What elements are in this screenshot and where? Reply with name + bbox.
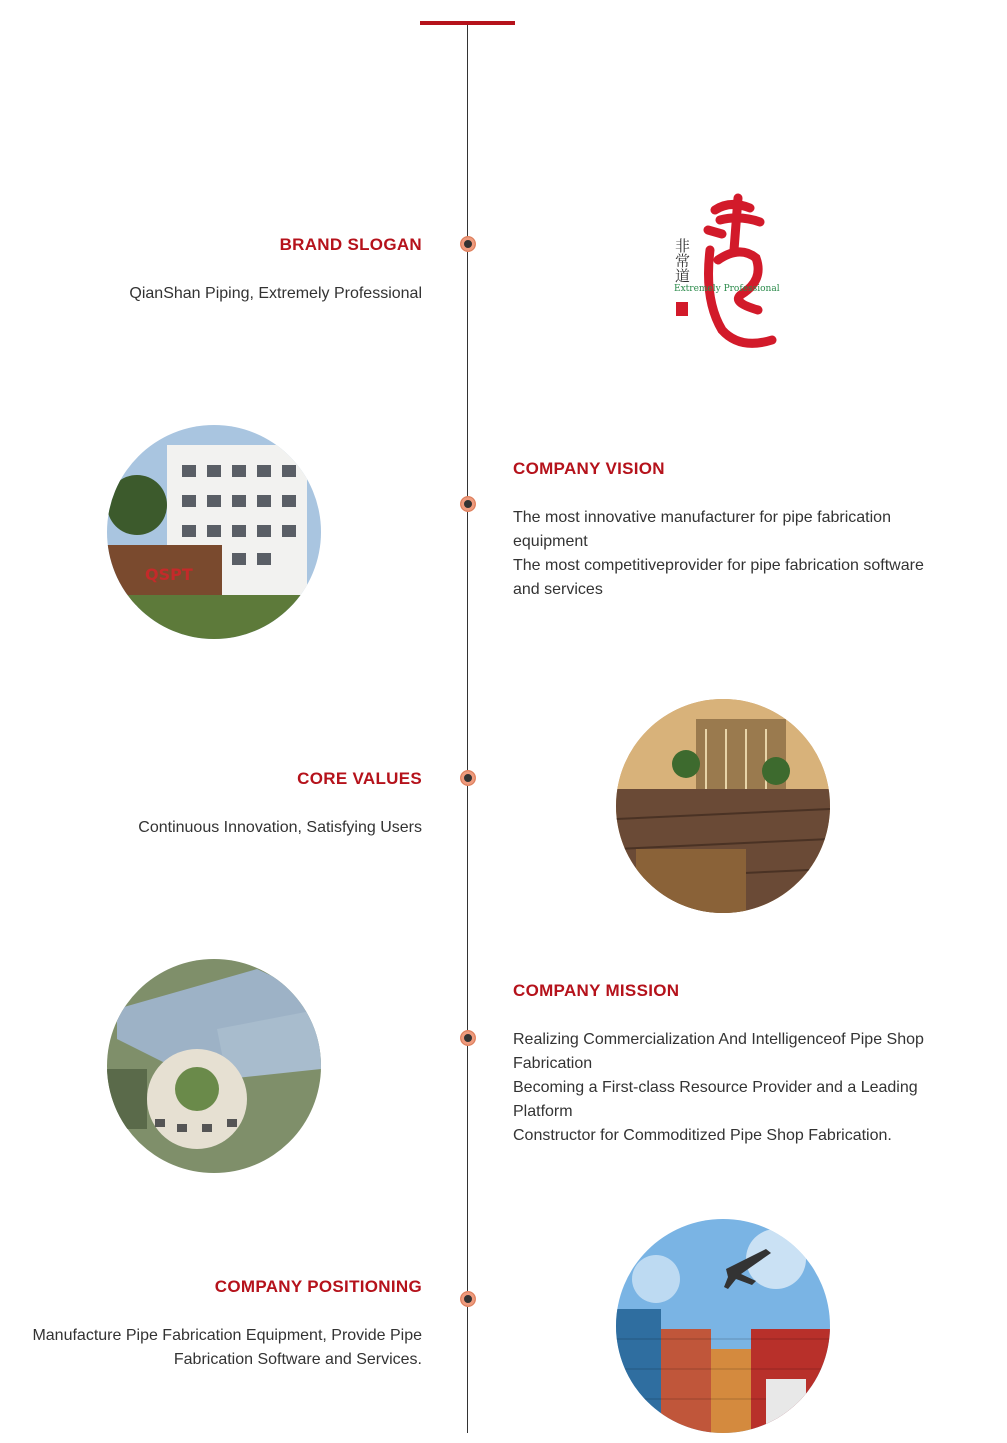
slogan-vertical-text: 非常道 bbox=[673, 238, 691, 283]
timeline-dot-core-values bbox=[460, 770, 476, 786]
timeline-dot-company-mission bbox=[460, 1030, 476, 1046]
core-values-title: CORE VALUES bbox=[297, 769, 422, 788]
timeline-dot-company-positioning bbox=[460, 1291, 476, 1307]
core-values-desc: Continuous Innovation, Satisfying Users bbox=[138, 819, 422, 836]
company-positioning-title: COMPANY POSITIONING bbox=[214, 1277, 422, 1296]
timeline-dot-brand-slogan bbox=[460, 236, 476, 252]
shipping-containers-photo bbox=[616, 1219, 830, 1433]
company-mission-desc: Realizing Commercialization And Intelligenceof Pipe Shop Fabrication Becoming a First-class Resource Provider and a Leading Platform Constructor for Commoditized Pipe Shop Fabrication. bbox=[513, 1031, 924, 1144]
brand-slogan-title: BRAND SLOGAN bbox=[279, 235, 422, 254]
company-positioning-desc: Manufacture Pipe Fabrication Equipment, Provide Pipe Fabrication Software and Services. bbox=[32, 1327, 422, 1368]
slogan-calligraphy-image bbox=[660, 190, 790, 360]
company-mission-title: COMPANY MISSION bbox=[513, 981, 680, 1000]
timeline-dot-company-vision bbox=[460, 496, 476, 512]
slogan-caption: Extremely Professional bbox=[674, 284, 780, 294]
company-vision-desc: The most innovative manufacturer for pipe fabrication equipment The most competitiveprovider for pipe fabrication software and services bbox=[513, 509, 924, 598]
interior-photo bbox=[616, 699, 830, 913]
brand-slogan-desc: QianShan Piping, Extremely Professional bbox=[129, 285, 422, 302]
building-sign-text: QSPT bbox=[145, 565, 193, 584]
factory-aerial-photo bbox=[107, 959, 321, 1173]
building-photo bbox=[107, 425, 321, 639]
company-vision-title: COMPANY VISION bbox=[513, 459, 665, 478]
